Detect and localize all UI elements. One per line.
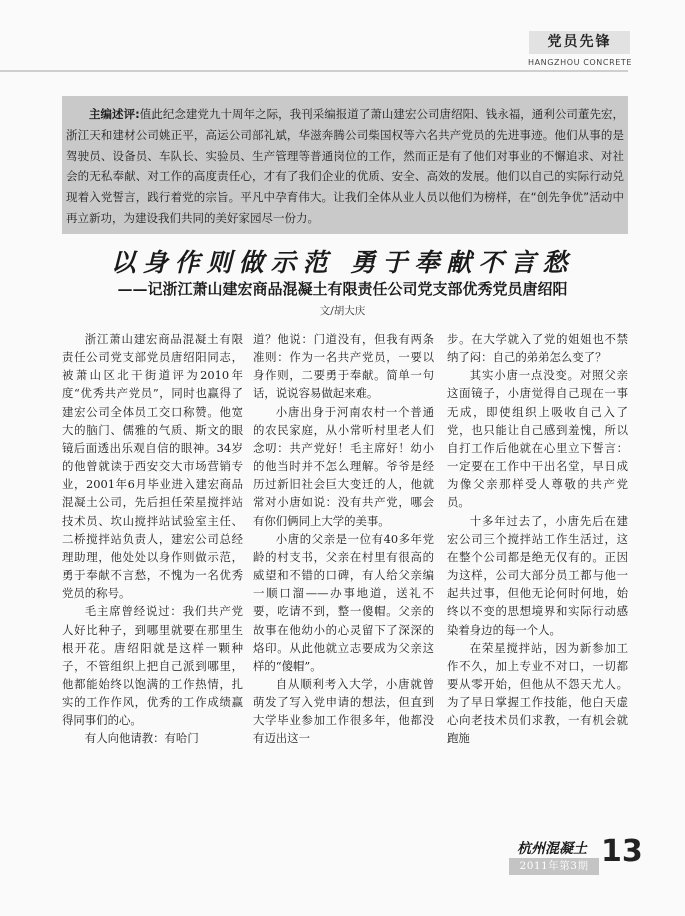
publication-name-en: HANGZHOU CONCRETE <box>527 58 633 67</box>
section-title: 党员先锋 <box>547 34 612 50</box>
editor-note-text: 值此纪念建党九十周年之际，我刊采编报道了萧山建宏公司唐绍阳、钱永福，通利公司董先宏，浙江天和建材公司姚正平，高运公司部礼斌，华滋奔腾公司柴国权等六名共产党员的先进事迹。他们从事的是驾驶员、设备员、车队长、实验员、生产管理等普通岗位的工作，然而正是有了他们对事业的不懈追求、对社会的无私奉献、对工作的高度责任心，才有了我们企业的优质、安全、高效的发展。他们以自己的实际行动兑现着入党誓言，践行着党的宗旨。平凡中孕育伟大。让我们全体从业人员以他们为榜样，在“创先争优”活动中再立新功，为建设我们共同的美好家园尽一份力。 <box>66 107 624 225</box>
article-byline: 文/胡大庆 <box>319 305 366 317</box>
paragraph: 小唐的父亲是一位有40多年党龄的村支书，父亲在村里有很高的威望和不错的口碑，有人给父亲编一顺口溜——办事地道，送礼不要，吃请不到，整一傻帽。父亲的故事在他幼小的心灵留下了深深的烙印。从此他就立志要成为父亲这样的“傻帽”。 <box>253 531 434 673</box>
editor-note-label: 主编述评: <box>89 107 140 121</box>
paragraph: 浙江萧山建宏商品混凝土有限责任公司党支部党员唐绍阳同志，被萧山区北干街道评为2010年度“优秀共产党员”，同时也赢得了建宏公司全体员工交口称赞。他宽大的脑门、儒雅的气质、斯文的眼镜后面透出乐观自信的眼神。34岁的他曾就读于西安交大市场营销专业，2001年6月毕业进入建宏商品混凝土公司，先后担任荣星搅拌站技术员、坎山搅拌站试验室主任、二桥搅拌站负责人，建宏公司总经理助理，他处处以身作则做示范，勇于奉献不言愁，不愧为一名优秀党员的称号。 <box>62 332 243 601</box>
paragraph: 其实小唐一点没变。对照父亲这面镜子，小唐觉得自己现在一事无成，即使组织上吸收自己入了党，也只能让自己感到羞愧，所以自打工作后他就在心里立下誓言：一定要在工作中干出名堂，早日成为像父亲那样受人尊敬的共产党员。 <box>447 368 628 510</box>
editor-note-box <box>62 96 628 234</box>
paragraph: 小唐出身于河南农村一个普通的农民家庭，从小常听村里老人们念叨：共产党好！毛主席好！幼小的他当时并不怎么理解。爷爷是经历过新旧社会巨大变迁的人，他就常对小唐如说：没有共产党，哪会有你们俩同上大学的美事。 <box>253 404 434 528</box>
article-subtitle: ——记浙江萧山建宏商品混凝土有限责任公司党支部优秀党员唐绍阳 <box>117 280 568 298</box>
paragraph: 十多年过去了，小唐先后在建宏公司三个搅拌站工作生活过，这在整个公司都是绝无仅有的。正因为这样，公司大部分员工都与他一起共过事，但他无论何时何地，始终以不变的思想境界和实际行动感染着身边的每一个人。 <box>447 513 628 637</box>
paragraph: 在荣星搅拌站，因为新参加工作不久，加上专业不对口，一切都要从零开始，但他从不怨天尤人。为了早日掌握工作技能，他白天虚心向老技术员们求教，一有机会就跑施 <box>447 640 628 746</box>
page-number: 13 <box>601 834 643 869</box>
article-title: 以身作则做示范 勇于奉献不言愁 <box>110 248 575 277</box>
article-column-3 <box>447 330 628 808</box>
paragraph: 毛主席曾经说过：我们共产党人好比种子，到哪里就要在那里生根开花。唐绍阳就是这样一颗种子，不管组织上把自己派到哪里，他都能始终以饱满的工作热情，扎实的工作作风，优秀的工作成绩赢得同事们的心。 <box>62 604 243 728</box>
issue-label: 2011年第3期 <box>519 860 589 872</box>
paragraph: 有人向他请教：有哈门 <box>84 731 199 746</box>
article-column-1 <box>62 330 243 808</box>
magazine-logo-text: 杭州混凝土 <box>517 841 587 857</box>
header-rule <box>0 70 628 72</box>
paragraph: 步。在大学就入了党的姐姐也不禁纳了闷：自己的弟弟怎么变了？ <box>447 332 628 365</box>
paragraph: 道？他说：门道没有，但我有两条准则：作为一名共产党员，一要以身作则，二要勇于奉献。简单一句话，说说容易做起来难。 <box>253 332 434 401</box>
article-column-2 <box>253 330 434 808</box>
paragraph: 自从顺利考入大学，小唐就曾萌发了写入党申请的想法，但直到大学毕业参加工作很多年，他都没有迈出这一 <box>253 676 434 746</box>
